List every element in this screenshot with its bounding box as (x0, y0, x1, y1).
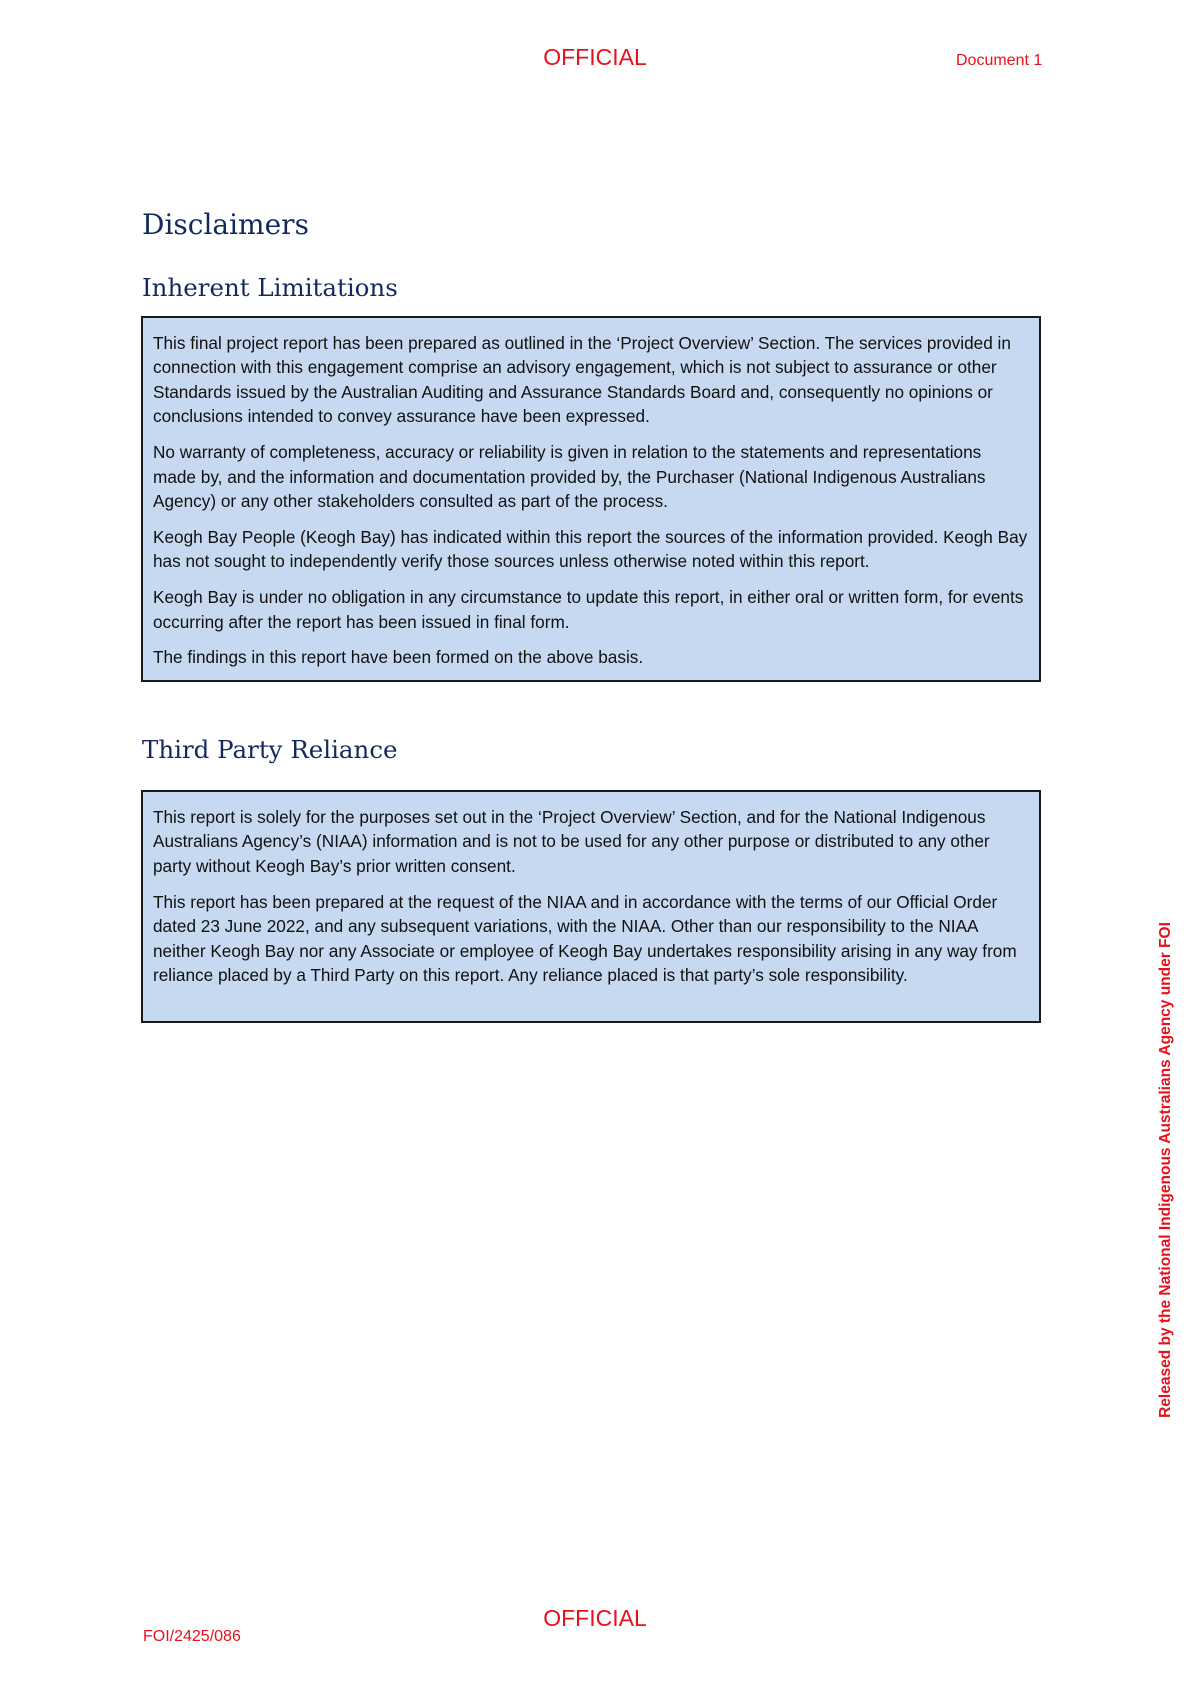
foi-reference: FOI/2425/086 (143, 1628, 241, 1645)
inherent-limitations-heading: Inherent Limitations (142, 273, 398, 302)
paragraph: This report has been prepared at the request of the NIAA and in accordance with the terms of our Official Order dated 23 June 2022, and any subsequent variations, with the NIAA. Other than our responsibility to the NIAA neither Keogh Bay nor any Associate or employee of Keogh Bay undertakes responsibility arising in any way from reliance placed by a Third Party on this report. Any reliance placed is that party’s sole responsibility. (153, 891, 1017, 985)
paragraph: Keogh Bay is under no obligation in any circumstance to update this report, in either oral or written form, for events occurring after the report has been issued in final form. (153, 587, 1024, 632)
paragraph: The findings in this report have been formed on the above basis. (153, 647, 644, 668)
third-party-reliance-box (141, 790, 1041, 1023)
paragraph: This report is solely for the purposes set out in the ‘Project Overview’ Section, and for the National Indigenous Australians Agency’s (NIAA) information and is not to be used for any other purpose or distributed to any other party without Keogh Bay’s prior written consent. (153, 807, 990, 876)
inherent-limitations-box (141, 316, 1041, 682)
third-party-reliance-heading: Third Party Reliance (142, 735, 398, 764)
paragraph: Keogh Bay People (Keogh Bay) has indicated within this report the sources of the information provided. Keogh Bay has not sought to independently verify those sources unless otherwise noted within this report. (153, 526, 1028, 572)
classification-footer: OFFICIAL (543, 1605, 647, 1631)
paragraph: No warranty of completeness, accuracy or reliability is given in relation to the statements and representations made by, and the information and documentation provided by, the Purchaser (National Indigenous Australians Agency) or any other stakeholders consulted as part of the process. (153, 442, 986, 511)
classification-header: OFFICIAL (543, 44, 647, 70)
paragraph: This final project report has been prepared as outlined in the ‘Project Overview’ Section. The services provided in connection with this engagement comprise an advisory engagement, which is not subject to assurance or other Standards issued by the Australian Auditing and Assurance Standards Board and, consequently no opinions or conclusions intended to convey assurance have been expressed. (153, 333, 1011, 427)
foi-release-stamp: Released by the National Indigenous Australians Agency under FOI (1157, 922, 1174, 1418)
document-number: Document 1 (956, 52, 1043, 69)
page-title: Disclaimers (142, 208, 309, 241)
